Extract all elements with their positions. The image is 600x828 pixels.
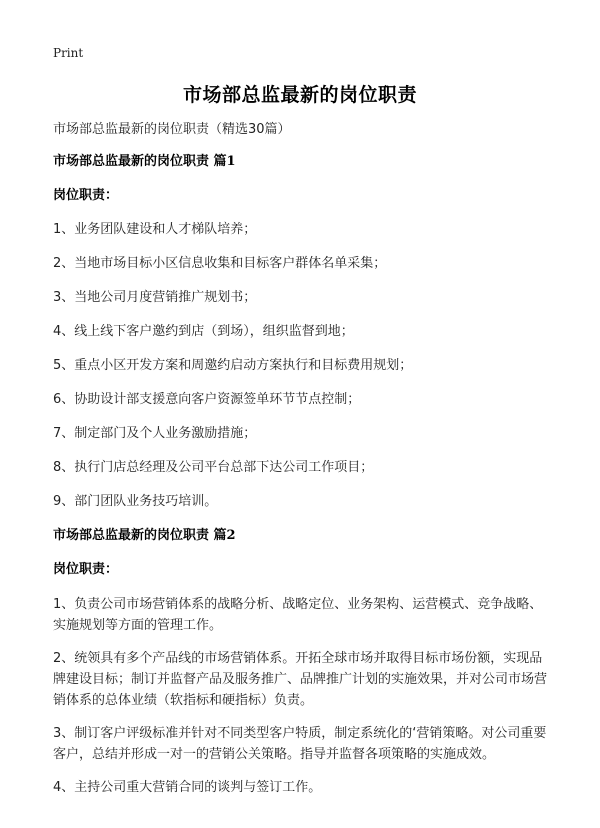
list-item: 3、当地公司月度营销推广规划书； <box>53 290 257 305</box>
page-title: 市场部总监最新的岗位职责 <box>182 84 417 106</box>
list-item: 1、负责公司市场营销体系的战略分析、战略定位、业务架构、运营模式、竞争战略、实施规划等方面的管理工作。 <box>53 597 543 633</box>
list-item: 7、制定部门及个人业务激励措施； <box>53 426 257 441</box>
list-item: 9、部门团队业务技巧培训。 <box>53 494 218 509</box>
list-item: 3、制订客户评级标准并针对不同类型客户特质，制定系统化的‘营销策略。对公司重要客户，总结并形成一对一的营销公关策略。指导并监督各项策略的实施成效。 <box>53 726 547 762</box>
section-2-heading: 市场部总监最新的岗位职责 篇2 <box>53 528 236 543</box>
list-item: 1、业务团队建设和人才梯队培养； <box>53 222 257 237</box>
list-item: 4、线上线下客户邀约到店（到场），组织监督到地； <box>53 324 354 339</box>
document-subtitle: 市场部总监最新的岗位职责（精选30篇） <box>53 122 291 137</box>
list-item: 6、协助设计部支援意向客户资源签单环节节点控制； <box>53 392 361 407</box>
print-label: Print <box>53 46 84 60</box>
list-item: 2、当地市场目标小区信息收集和目标客户群体名单采集； <box>53 256 387 271</box>
section-1-duty-label: 岗位职责： <box>53 188 119 203</box>
section-2-duty-label: 岗位职责： <box>53 562 119 577</box>
section-1-heading: 市场部总监最新的岗位职责 篇1 <box>53 154 236 169</box>
list-item: 8、执行门店总经理及公司平台总部下达公司工作项目； <box>53 460 374 475</box>
document-body <box>53 120 553 810</box>
list-item: 5、重点小区开发方案和周邀约启动方案执行和目标费用规划； <box>53 358 413 373</box>
list-item: 2、统领具有多个产品线的市场营销体系。开拓全球市场并取得目标市场份额，实现品牌建设目标；制订并监督产品及服务推广、品牌推广计划的实施效果，并对公司市场营销体系的总体业绩（软指标和硬指标）负责。 <box>53 651 548 708</box>
list-item: 4、主持公司重大营销合同的谈判与签订工作。 <box>53 780 322 795</box>
